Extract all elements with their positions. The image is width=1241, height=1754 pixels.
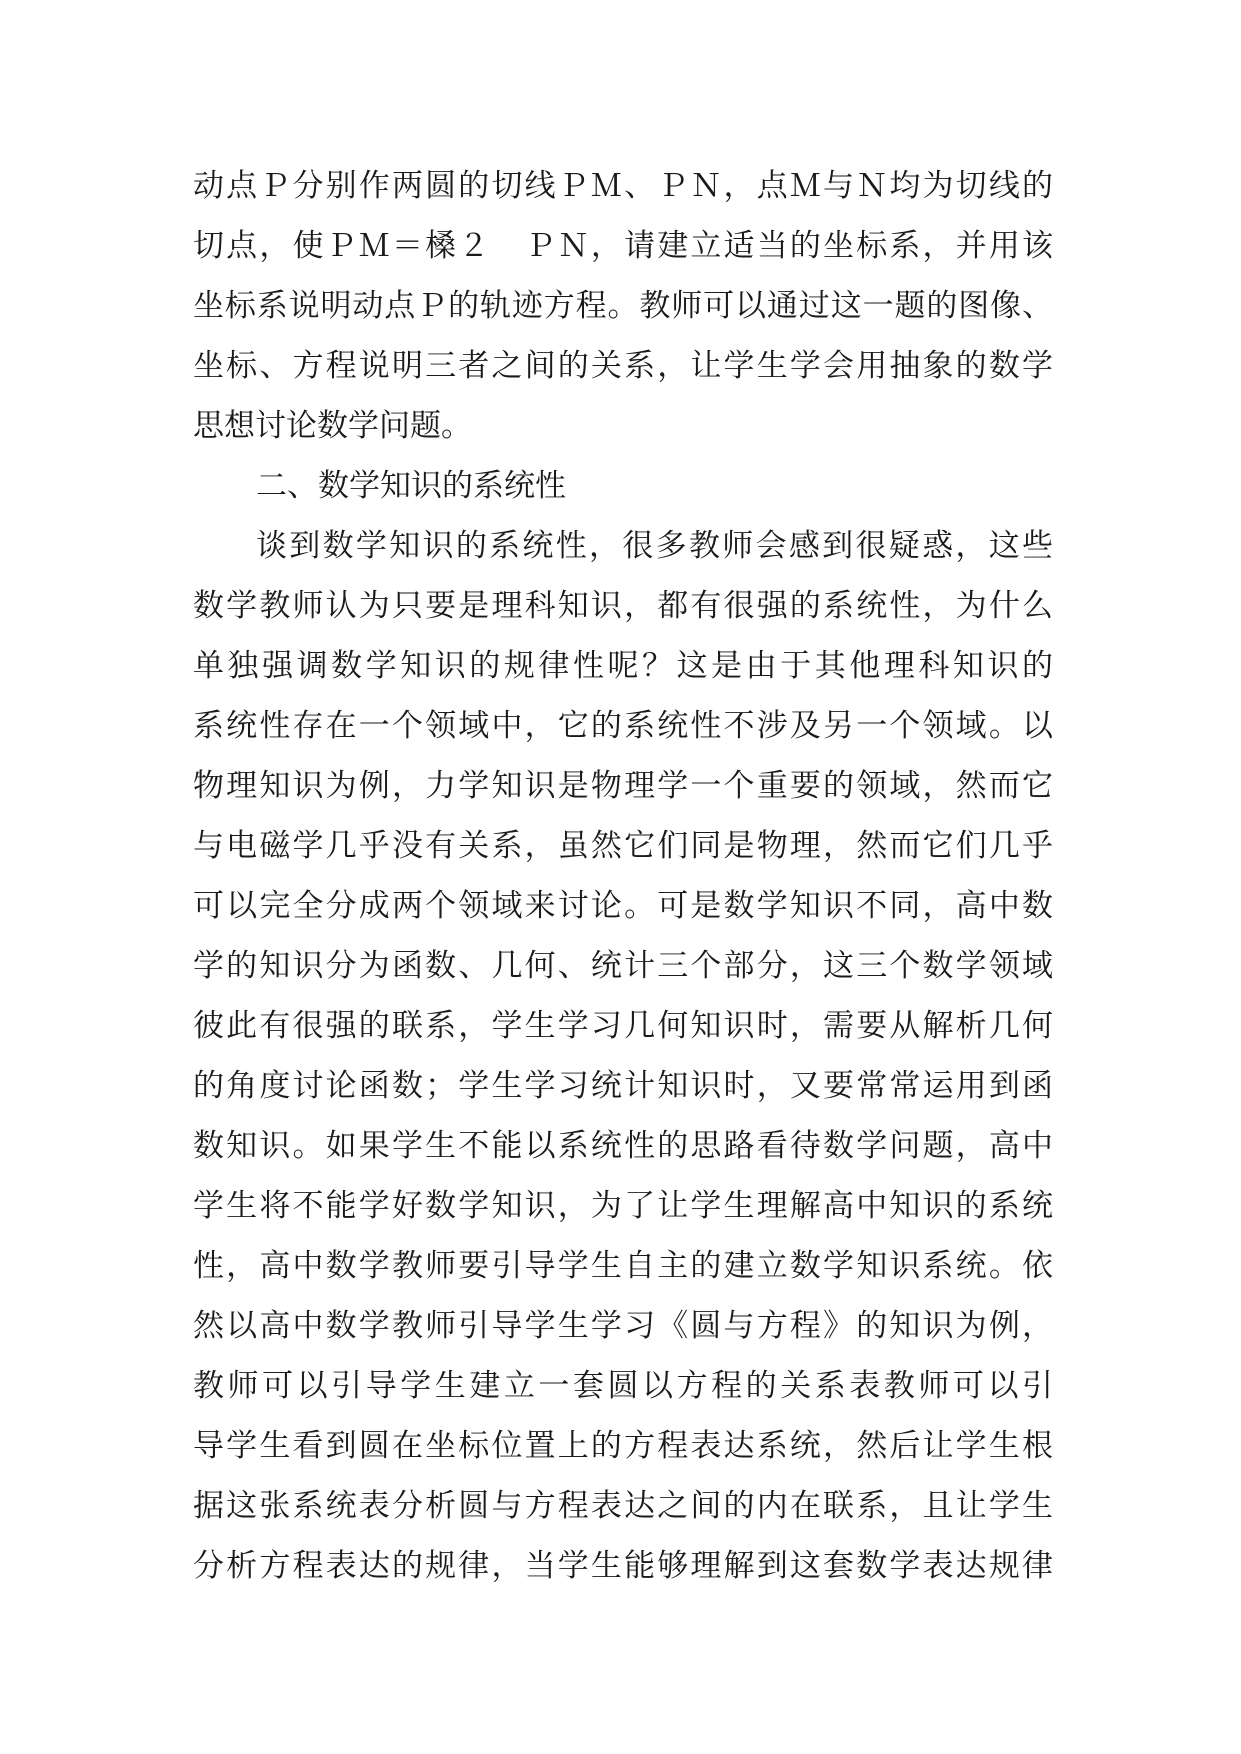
- body-text-line: 导学生看到圆在坐标位置上的方程表达系统，然后让学生根: [193, 1428, 1053, 1464]
- body-text-line: 据这张系统表分析圆与方程表达之间的内在联系，且让学生: [193, 1488, 1053, 1524]
- body-text-line: 分析方程表达的规律，当学生能够理解到这套数学表达规律: [193, 1548, 1053, 1584]
- body-text-line: 数学教师认为只要是理科知识，都有很强的系统性，为什么: [193, 588, 1053, 624]
- body-text-line: 单独强调数学知识的规律性呢？这是由于其他理科知识的: [193, 648, 1053, 684]
- body-text-line: 可以完全分成两个领域来讨论。可是数学知识不同，高中数: [193, 888, 1053, 924]
- body-text-line: 思想讨论数学问题。: [193, 408, 472, 444]
- body-text-line: 坐标、方程说明三者之间的关系，让学生学会用抽象的数学: [193, 348, 1053, 384]
- body-text-line: 物理知识为例，力学知识是物理学一个重要的领域，然而它: [193, 768, 1053, 804]
- body-text-line: 坐标系说明动点Ｐ的轨迹方程。教师可以通过这一题的图像、: [193, 288, 1053, 324]
- body-text-line: 彼此有很强的联系，学生学习几何知识时，需要从解析几何: [193, 1008, 1053, 1044]
- body-text-line: 数知识。如果学生不能以系统性的思路看待数学问题，高中: [193, 1128, 1053, 1164]
- body-text-line: 切点，使ＰＭ＝槡２ ＰＮ，请建立适当的坐标系，并用该: [193, 228, 1053, 264]
- body-text-line: 的角度讨论函数；学生学习统计知识时，又要常常运用到函: [193, 1068, 1053, 1104]
- body-text-line: 性，高中数学教师要引导学生自主的建立数学知识系统。依: [193, 1248, 1053, 1284]
- body-text-line: 然以高中数学教师引导学生学习《圆与方程》的知识为例，: [193, 1308, 1053, 1344]
- paragraph-first-line: 谈到数学知识的系统性，很多教师会感到很疑惑，这些: [256, 528, 1053, 564]
- body-text-line: 动点Ｐ分别作两圆的切线ＰＭ、ＰＮ，点Ｍ与Ｎ均为切线的: [193, 168, 1053, 204]
- section-heading: 二、数学知识的系统性: [256, 468, 566, 504]
- body-text-line: 教师可以引导学生建立一套圆以方程的关系表教师可以引: [193, 1368, 1053, 1404]
- body-text-line: 学生将不能学好数学知识，为了让学生理解高中知识的系统: [193, 1188, 1053, 1224]
- body-text-line: 系统性存在一个领域中，它的系统性不涉及另一个领域。以: [193, 708, 1053, 744]
- body-text-line: 学的知识分为函数、几何、统计三个部分，这三个数学领域: [193, 948, 1053, 984]
- body-text-line: 与电磁学几乎没有关系，虽然它们同是物理，然而它们几乎: [193, 828, 1053, 864]
